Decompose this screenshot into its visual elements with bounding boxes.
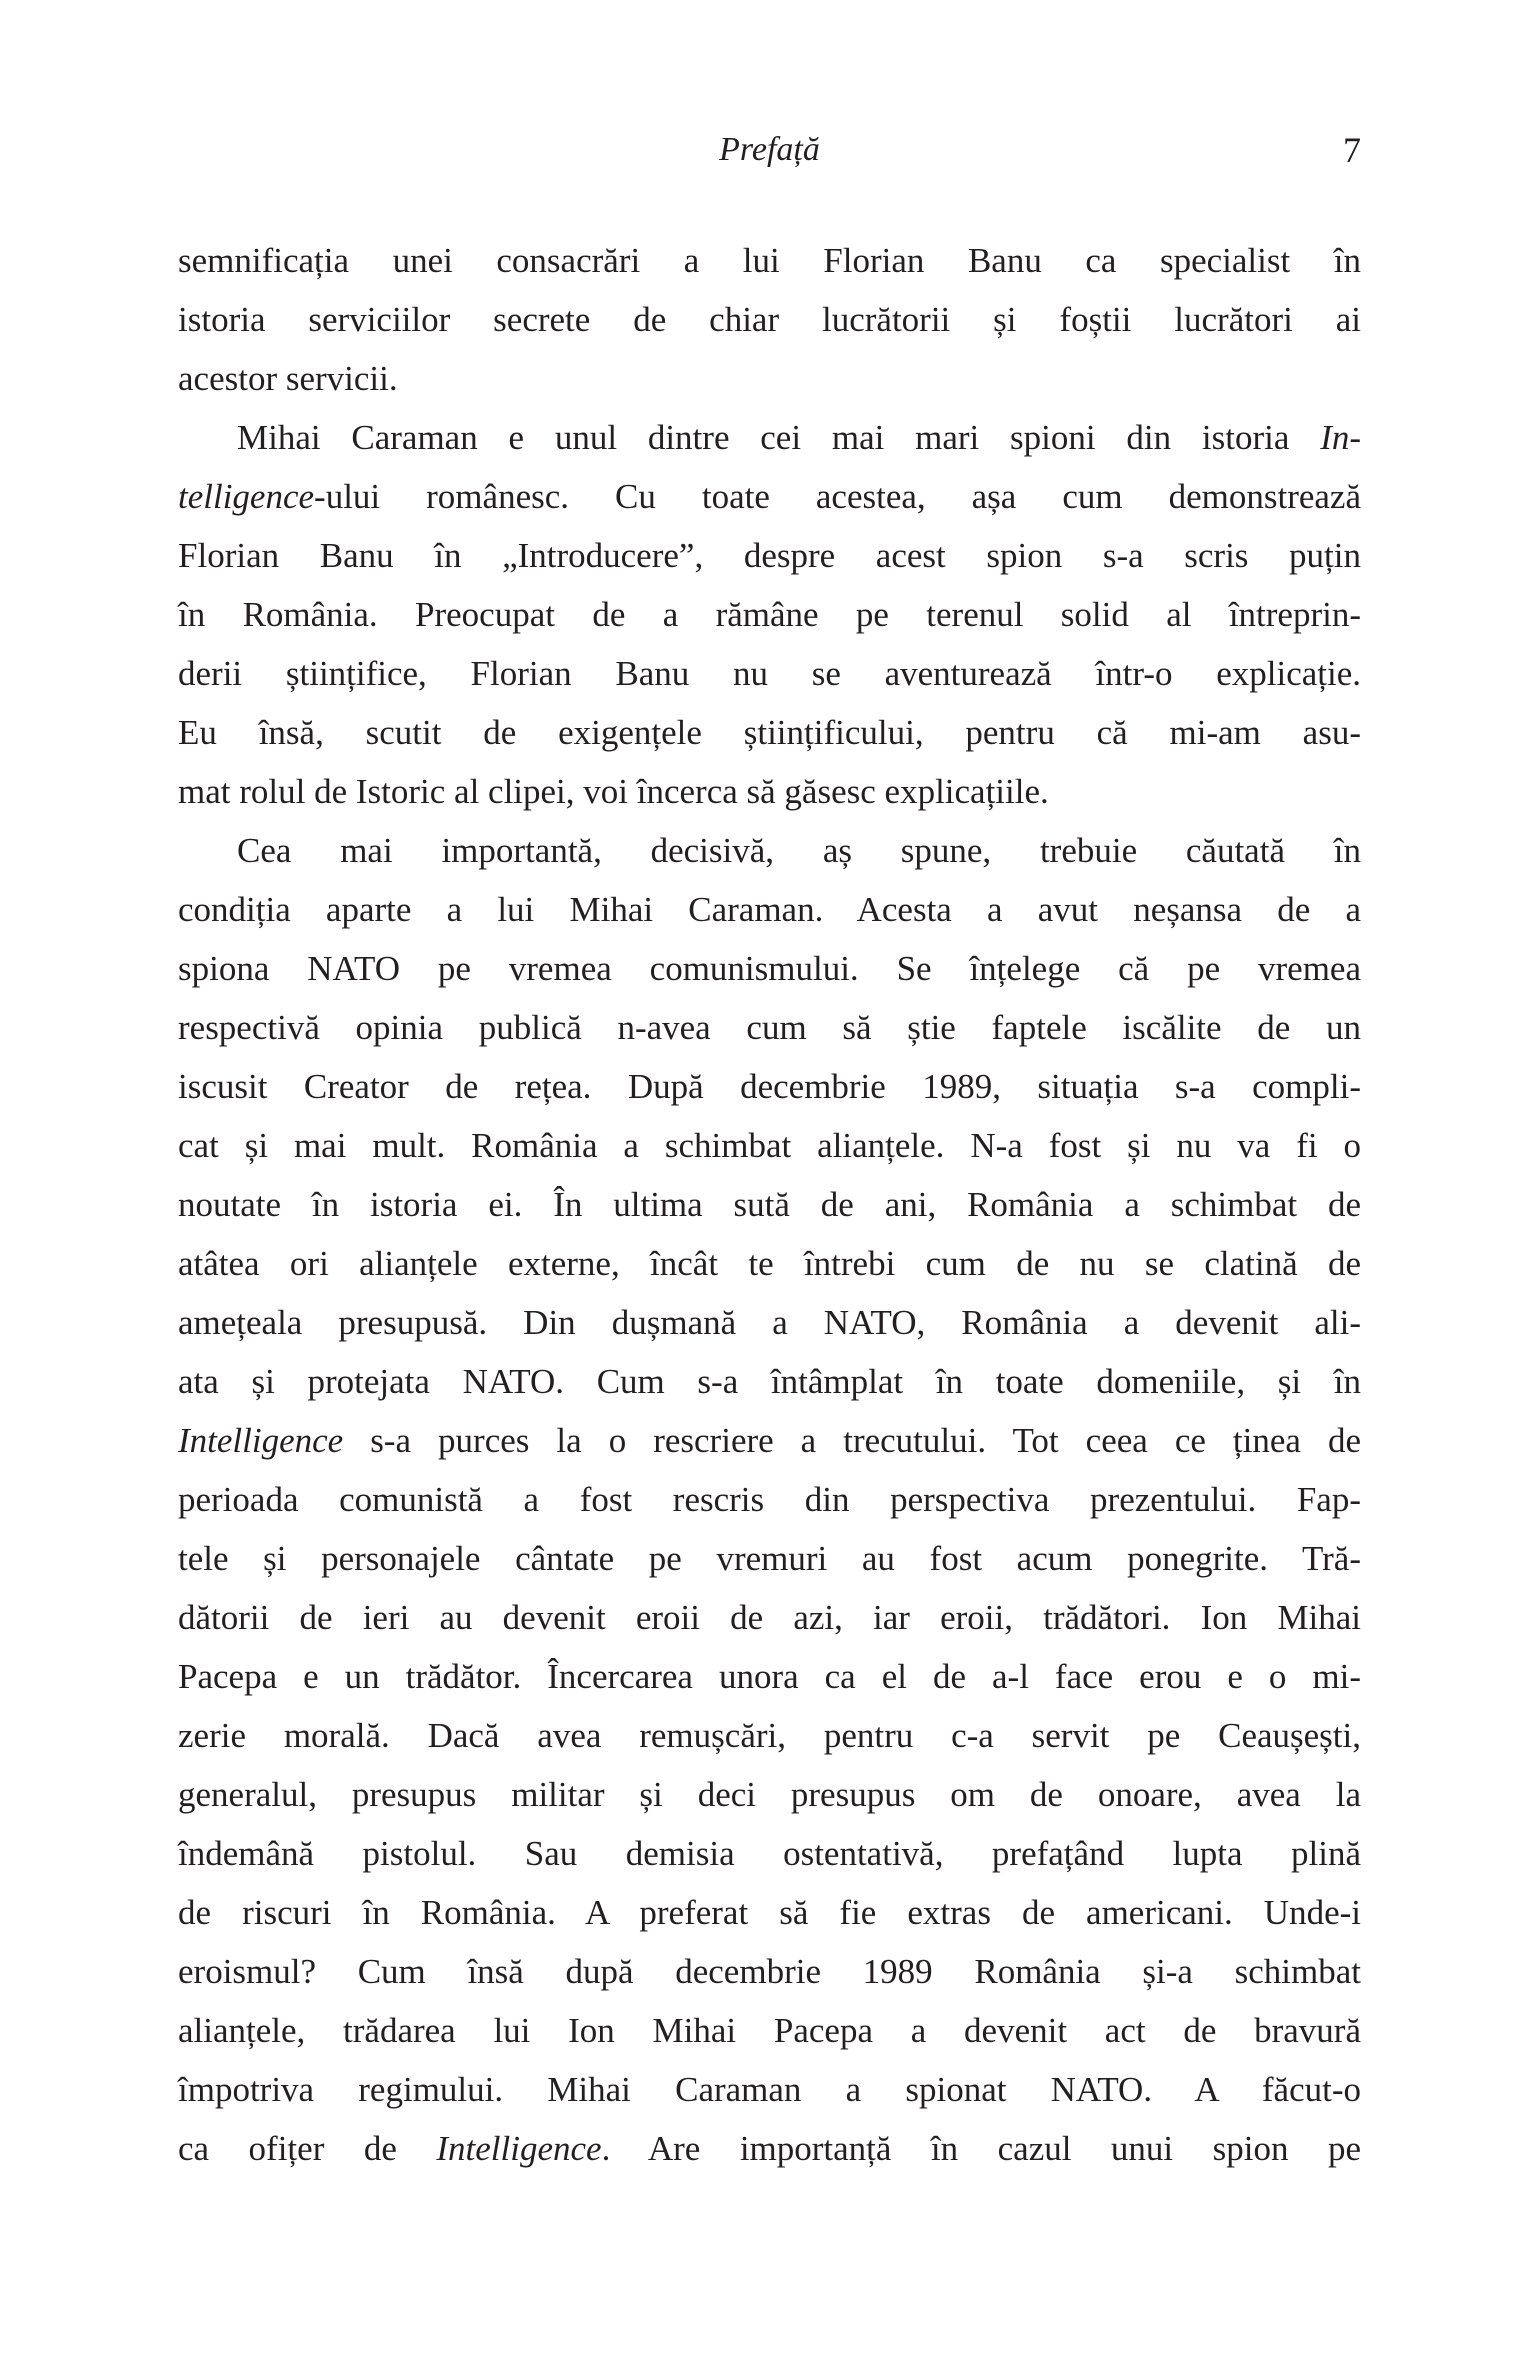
text-run: atâtea ori alianțele externe, încât te întrebi cum de nu se clatină de — [178, 1244, 1361, 1283]
text-line — [178, 1765, 1361, 1824]
text-line — [178, 998, 1361, 1057]
text-run: respectivă opinia publică n-avea cum să știe faptele iscălite de un — [178, 1008, 1361, 1047]
text-line — [178, 1352, 1361, 1411]
text-run: de riscuri în România. A preferat să fie extras de americani. Unde-i — [178, 1893, 1361, 1932]
text-line — [178, 290, 1361, 349]
text-run: semnificația unei consacrări a lui Florian Banu ca specialist în — [178, 241, 1361, 280]
text-line — [178, 1234, 1361, 1293]
text-run: în România. Preocupat de a rămâne pe terenul solid al întreprin- — [178, 595, 1361, 634]
text-run: Pacepa e un trădător. Încercarea unora ca el de a-l face erou e o mi- — [178, 1657, 1361, 1696]
text-line — [178, 821, 1361, 880]
text-line — [178, 762, 1361, 821]
text-run: zerie morală. Dacă avea remușcări, pentru c-a servit pe Ceaușești, — [178, 1716, 1361, 1755]
text-run: noutate în istoria ei. În ultima sută de ani, România a schimbat de — [178, 1185, 1361, 1224]
text-line — [178, 349, 1361, 408]
text-line — [178, 1470, 1361, 1529]
text-run: iscusit Creator de rețea. După decembrie 1989, situația s-a compli- — [178, 1067, 1361, 1106]
text-line — [178, 1824, 1361, 1883]
text-line — [178, 585, 1361, 644]
text-line — [178, 1588, 1361, 1647]
text-run: ca ofițer de — [178, 2129, 437, 2168]
text-line — [178, 1647, 1361, 1706]
text-line — [178, 526, 1361, 585]
text-run: s-a purces la o rescriere a trecutului. Tot ceea ce ținea de — [343, 1421, 1361, 1460]
running-head — [178, 122, 1361, 178]
text-run: perioada comunistă a fost rescris din perspectiva prezentului. Fap- — [178, 1480, 1361, 1519]
text-line — [178, 467, 1361, 526]
italic-text: Intelligence — [178, 1421, 344, 1460]
text-run: Mihai Caraman e unul dintre cei mai mari spioni din istoria — [237, 418, 1321, 457]
text-line — [178, 703, 1361, 762]
text-run: . Are importanță în cazul unui spion pe — [601, 2129, 1362, 2168]
running-title: Prefață — [719, 131, 820, 168]
text-line — [178, 2001, 1361, 2060]
text-run: ata și protejata NATO. Cum s-a întâmplat în toate domeniile, și în — [178, 1362, 1361, 1401]
text-run: mat rolul de Istoric al clipei, voi încerca să găsesc explicațiile. — [178, 772, 1049, 811]
text-run: derii științifice, Florian Banu nu se aventurează într-o explicație. — [178, 654, 1361, 693]
italic-text: In- — [1320, 418, 1361, 457]
text-line — [178, 1942, 1361, 2001]
text-run: Eu însă, scutit de exigențele științificului, pentru că mi-am asu- — [178, 713, 1361, 752]
text-run: tele și personajele cântate pe vremuri au fost acum ponegrite. Tră- — [178, 1539, 1361, 1578]
text-line — [178, 1057, 1361, 1116]
text-run: Florian Banu în „Introducere”, despre acest spion s-a scris puțin — [178, 536, 1361, 575]
text-run: amețeala presupusă. Din dușmană a NATO, România a devenit ali- — [178, 1303, 1361, 1342]
text-run: alianțele, trădarea lui Ion Mihai Pacepa a devenit act de bravură — [178, 2011, 1361, 2050]
text-line — [178, 1883, 1361, 1942]
text-run: istoria serviciilor secrete de chiar lucrătorii și foștii lucrători ai — [178, 300, 1361, 339]
text-line — [178, 1116, 1361, 1175]
body-text — [178, 231, 1361, 2178]
text-line — [178, 644, 1361, 703]
text-line — [178, 231, 1361, 290]
text-line — [178, 1706, 1361, 1765]
text-line — [178, 939, 1361, 998]
text-run: dătorii de ieri au devenit eroii de azi, iar eroii, trădători. Ion Mihai — [178, 1598, 1361, 1637]
italic-text: Intelligence — [436, 2129, 602, 2168]
text-run: împotriva regimului. Mihai Caraman a spionat NATO. A făcut-o — [178, 2070, 1361, 2109]
text-run: generalul, presupus militar și deci presupus om de onoare, avea la — [178, 1775, 1361, 1814]
text-line — [178, 880, 1361, 939]
page-number: 7 — [1343, 130, 1361, 170]
text-line — [178, 2119, 1361, 2178]
text-run: îndemână pistolul. Sau demisia ostentativă, prefațând lupta plină — [178, 1834, 1361, 1873]
text-run: condiția aparte a lui Mihai Caraman. Acesta a avut neșansa de a — [178, 890, 1361, 929]
text-run: cat și mai mult. România a schimbat alianțele. N-a fost și nu va fi o — [178, 1126, 1361, 1165]
text-run: spiona NATO pe vremea comunismului. Se înțelege că pe vremea — [178, 949, 1361, 988]
text-run: eroismul? Cum însă după decembrie 1989 România și-a schimbat — [178, 1952, 1361, 1991]
text-line — [178, 2060, 1361, 2119]
text-line — [178, 1529, 1361, 1588]
text-run: acestor servicii. — [178, 359, 398, 398]
text-line — [178, 408, 1361, 467]
text-run: Cea mai importantă, decisivă, aș spune, trebuie căutată în — [237, 831, 1361, 870]
text-line — [178, 1175, 1361, 1234]
text-line — [178, 1411, 1361, 1470]
text-run: -ului românesc. Cu toate acestea, așa cum demonstrează — [314, 477, 1361, 516]
italic-text: telligence — [178, 477, 315, 516]
text-line — [178, 1293, 1361, 1352]
